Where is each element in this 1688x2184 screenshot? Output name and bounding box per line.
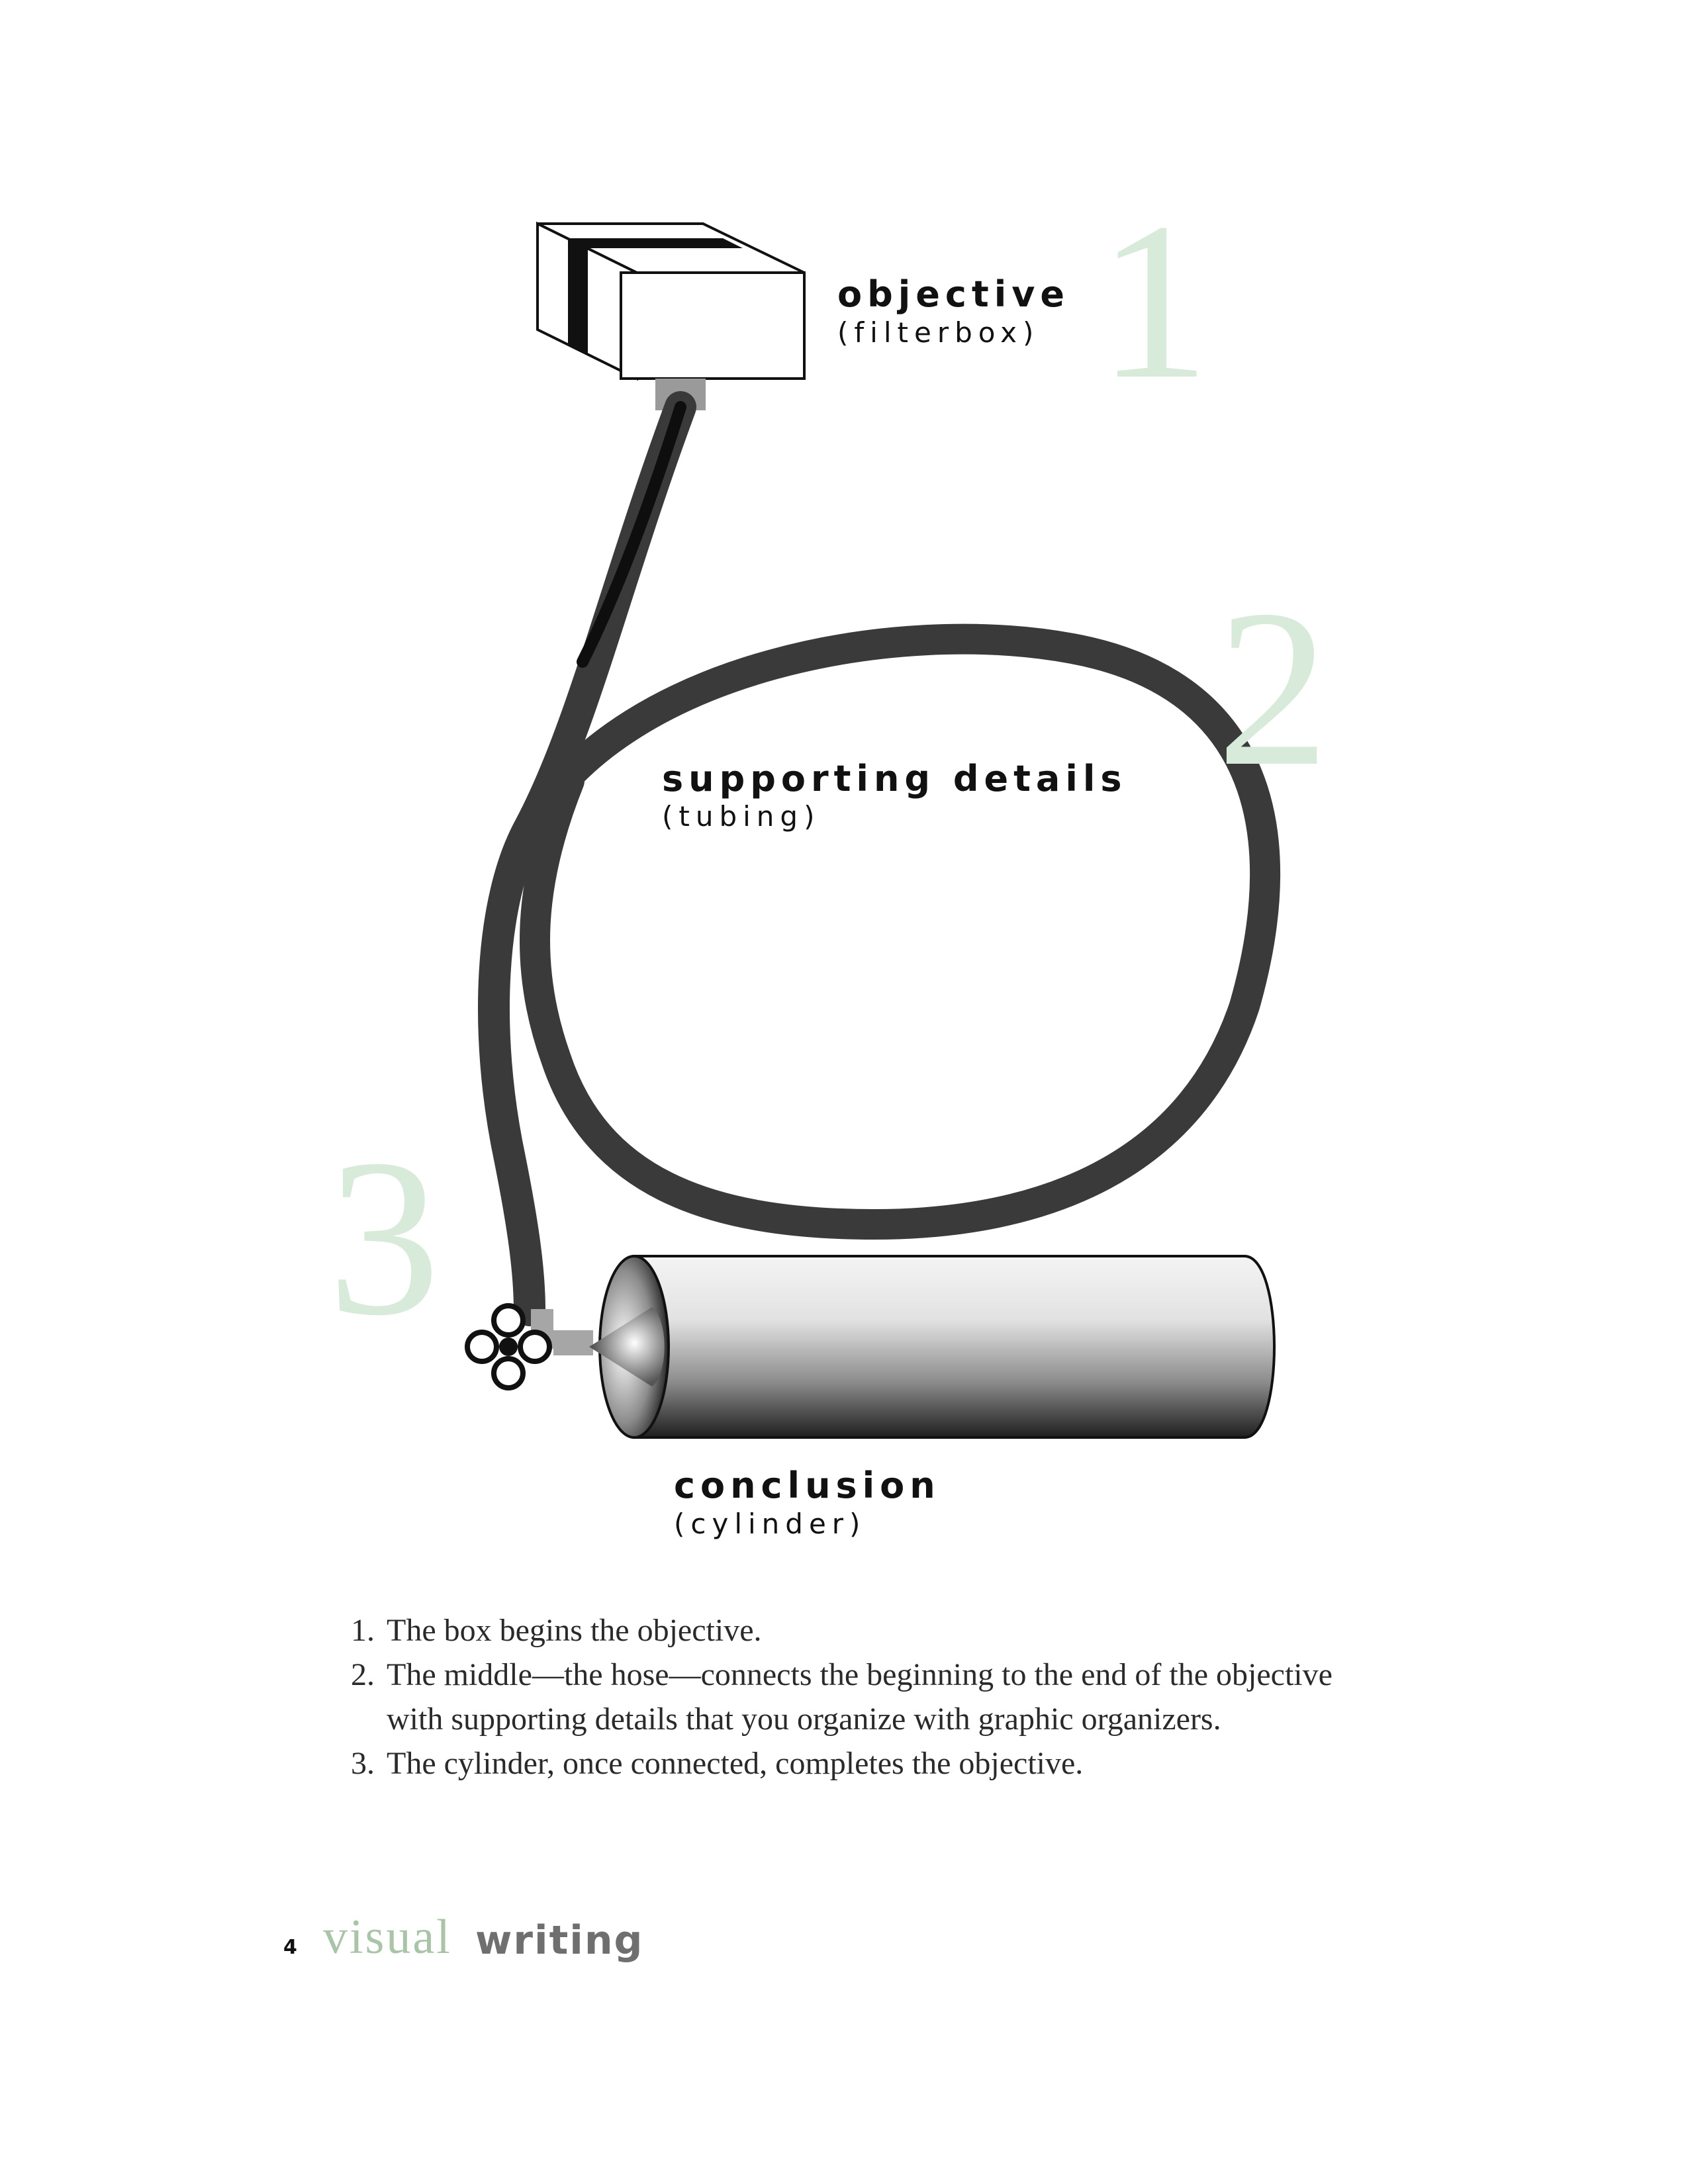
list-item-number: 3.	[351, 1746, 375, 1781]
conclusion-sublabel: (cylinder)	[674, 1508, 867, 1540]
list-item-text: The cylinder, once connected, completes the objective.	[387, 1746, 1084, 1781]
list-item	[351, 1653, 1357, 1741]
list-item-text: The middle—the hose—connects the beginning to the end of the objective with supporting details that you organize with graphic organizers.	[387, 1657, 1333, 1737]
hose-shape	[494, 407, 1265, 1310]
list-item	[351, 1608, 1357, 1653]
step-number-2: 2	[1217, 563, 1329, 813]
footer-title-visual: visual	[323, 1910, 452, 1964]
step-number-1: 1	[1098, 176, 1210, 426]
steps-list	[351, 1608, 1357, 1786]
objective-label: objective	[837, 273, 1070, 315]
conclusion-label: conclusion	[674, 1465, 941, 1506]
cylinder-shape	[589, 1256, 1274, 1437]
step-number-3: 3	[328, 1113, 440, 1362]
supporting-details-sublabel: (tubing)	[662, 800, 821, 833]
list-item-text: The box begins the objective.	[387, 1613, 762, 1648]
supporting-details-label: supporting details	[662, 758, 1127, 799]
objective-sublabel: (filterbox)	[837, 316, 1040, 349]
page-number: 4	[283, 1936, 297, 1959]
filterbox-shape	[538, 224, 804, 410]
list-item-number: 2.	[351, 1657, 375, 1692]
list-item	[351, 1741, 1357, 1786]
list-item-number: 1.	[351, 1613, 375, 1648]
footer-title-writing: writing	[475, 1917, 644, 1964]
